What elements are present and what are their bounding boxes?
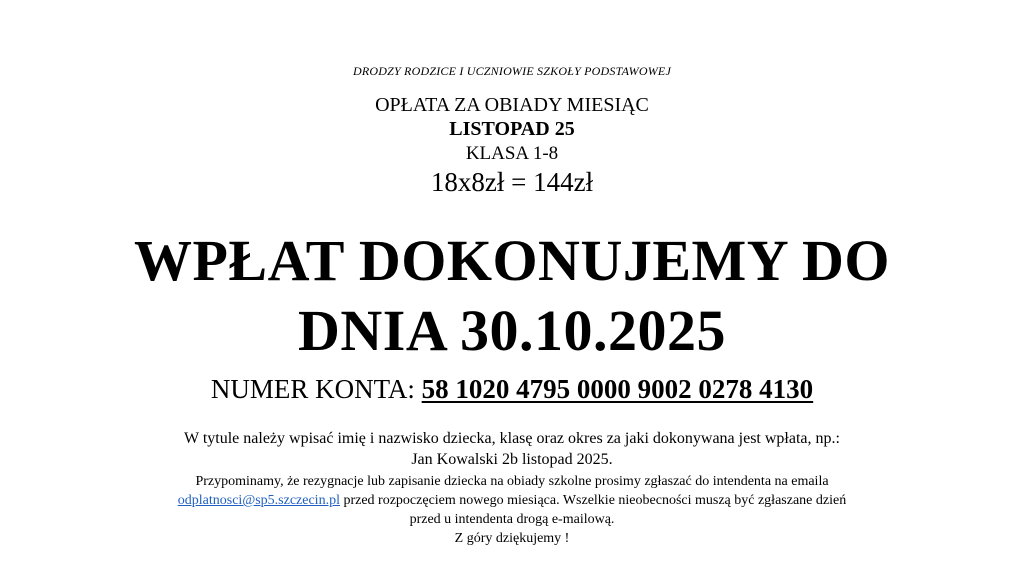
fee-calculation: 18x8zł = 144zł (430, 167, 594, 197)
class-range: KLASA 1-8 (465, 143, 559, 164)
reminder-paragraph (0, 472, 1024, 548)
reminder-line3: przed u intendenta drogą e-mailową. (409, 512, 615, 527)
title-instruction (0, 428, 1024, 470)
deadline-heading-line1: WPŁAT DOKONUJEMY DO (134, 228, 890, 293)
title-instruction-line2: Jan Kowalski 2b listopad 2025. (411, 451, 613, 468)
fee-title: OPŁATA ZA OBIADY MIESIĄC (375, 94, 649, 116)
reminder-line2 (0, 491, 1024, 510)
account-line (0, 374, 1024, 405)
title-instruction-line1: W tytule należy wpisać imię i nazwisko dziecka, klasę oraz okres za jaki dokonywana jest wpłata, np.: (184, 430, 840, 447)
greeting-line: DRODZY RODZICE I UCZNIOWIE SZKOŁY PODSTAWOWEJ (352, 64, 671, 78)
reminder-line2-text: przed rozpoczęciem nowego miesiąca. Wszelkie nieobecności muszą być zgłaszane dzień (339, 493, 847, 508)
deadline-heading-line2: DNIA 30.10.2025 (297, 298, 727, 363)
account-number: 58 1020 4795 0000 9002 0278 4130 (421, 374, 814, 404)
email-link[interactable]: odplatnosci@sp5.szczecin.pl (177, 493, 340, 508)
account-label: NUMER KONTA: (210, 374, 422, 404)
month-label: LISTOPAD 25 (449, 118, 575, 140)
reminder-line1: Przypominamy, że rezygnacje lub zapisanie dziecka na obiady szkolne prosimy zgłaszać do intendenta na emaila (195, 474, 829, 489)
closing-thanks: Z góry dziękujemy ! (454, 531, 570, 546)
